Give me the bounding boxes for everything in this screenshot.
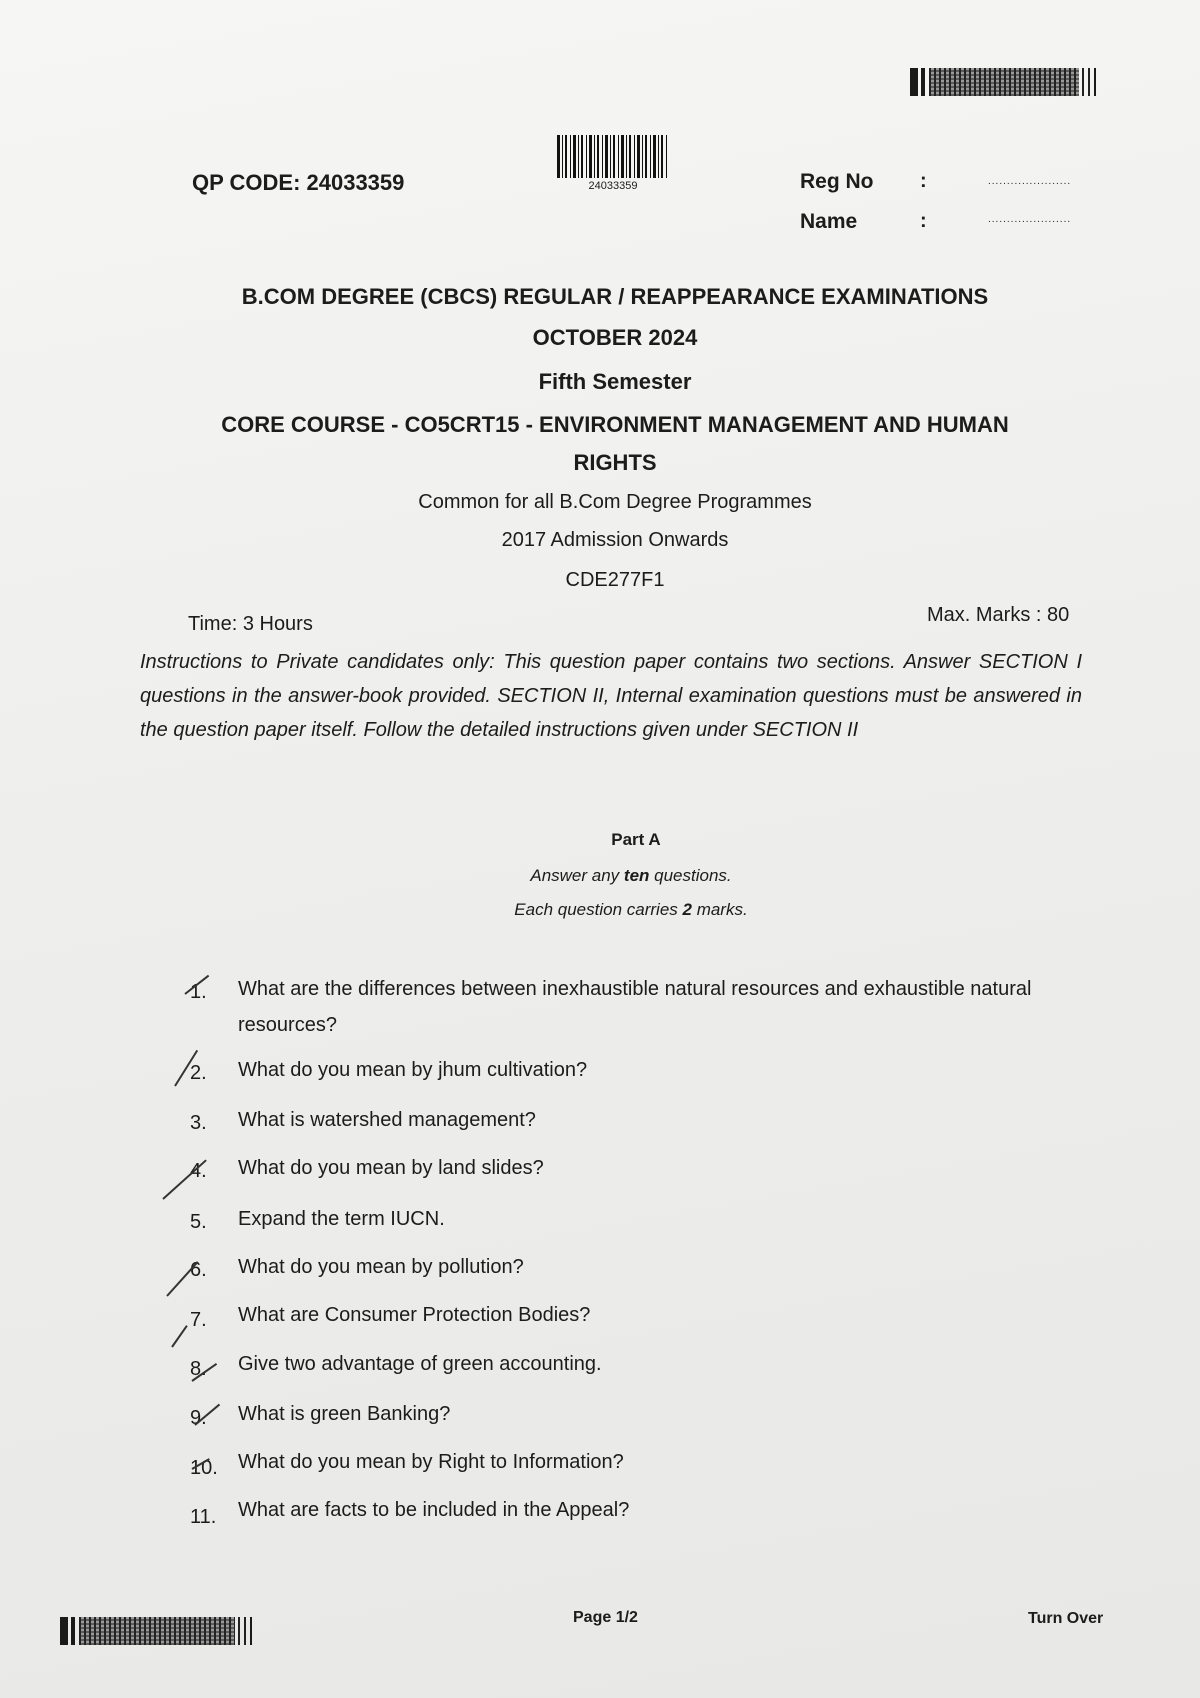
part-a-line1-pre: Answer any (530, 866, 624, 885)
question-number: 8. (190, 1358, 207, 1380)
page-number: Page 1/2 (573, 1609, 638, 1626)
question-number: 1. (190, 981, 207, 1003)
question-text: What are the differences between inexhaustible natural resources and exhaustible natural resources? (238, 978, 1032, 1036)
question-number: 3. (190, 1112, 207, 1134)
reg-no-label: Reg No (800, 170, 874, 193)
course-title-line1: CORE COURSE - CO5CRT15 - ENVIRONMENT MANAGEMENT AND HUMAN (221, 412, 1009, 437)
semester: Fifth Semester (538, 369, 692, 394)
question-text: What do you mean by pollution? (238, 1256, 524, 1278)
admission-year: 2017 Admission Onwards (501, 529, 729, 551)
question-text: What is watershed management? (238, 1109, 536, 1131)
part-a-title: Part A (611, 830, 661, 849)
time-allowed: Time: 3 Hours (188, 613, 313, 635)
handwritten-tick-mark (171, 1325, 188, 1347)
question-number: 10. (190, 1457, 218, 1479)
question-number: 5. (190, 1211, 207, 1233)
question-text: Give two advantage of green accounting. (238, 1353, 602, 1375)
question-number: 2. (190, 1062, 207, 1084)
turn-over: Turn Over (1028, 1610, 1104, 1627)
question-text: What are Consumer Protection Bodies? (238, 1304, 591, 1326)
part-a-line2-bold: 2 (682, 900, 692, 919)
part-a-instruction-2 (0, 900, 1200, 920)
name-colon: : (920, 210, 927, 232)
max-marks: Max. Marks : 80 (927, 604, 1070, 626)
name-label: Name (800, 210, 858, 233)
course-title-line2: RIGHTS (573, 450, 657, 475)
question-number: 9. (190, 1407, 207, 1429)
qp-code: QP CODE: 24033359 (192, 170, 405, 195)
exam-title: B.COM DEGREE (CBCS) REGULAR / REAPPEARANCE EXAMINATIONS (241, 284, 989, 309)
barcode-number: 24033359 (588, 180, 638, 192)
question-text: What are facts to be included in the Appeal? (238, 1499, 630, 1521)
paper-code: CDE277F1 (565, 569, 665, 591)
question-text: What do you mean by Right to Information? (238, 1451, 624, 1473)
question-number: 7. (190, 1309, 207, 1331)
top-barcode-image (910, 68, 1096, 96)
question-number: 6. (190, 1259, 207, 1281)
part-a-line1-bold: ten (623, 866, 650, 885)
part-a-line2-pre: Each question carries (514, 900, 683, 919)
reg-no-colon: : (920, 170, 927, 192)
question-text: What do you mean by land slides? (238, 1157, 544, 1179)
part-a-line2-post: marks. (691, 900, 748, 919)
common-for: Common for all B.Com Degree Programmes (418, 491, 812, 513)
question-number: 4. (190, 1160, 207, 1182)
center-barcode-image (557, 135, 669, 178)
question-text: What do you mean by jhum cultivation? (238, 1059, 588, 1081)
part-a-line1-post: questions. (649, 866, 732, 885)
question-number: 11. (190, 1506, 217, 1528)
question-text: What is green Banking? (238, 1403, 451, 1425)
private-candidate-instructions: Instructions to Private candidates only: This question paper contains two sections. Answer SECTION I questions in the answer-book provided. SECTION II, Internal examination questions must be answered in the question paper itself. Follow the detailed instructions given under SECTION II (140, 651, 1082, 741)
question-text: Expand the term IUCN. (238, 1208, 445, 1230)
bottom-barcode-image (60, 1617, 252, 1645)
reg-no-blank: ...................... (988, 176, 1072, 187)
name-blank: ...................... (988, 214, 1072, 225)
exam-month-year: OCTOBER 2024 (532, 325, 698, 350)
part-a-instruction-1 (0, 866, 1200, 886)
